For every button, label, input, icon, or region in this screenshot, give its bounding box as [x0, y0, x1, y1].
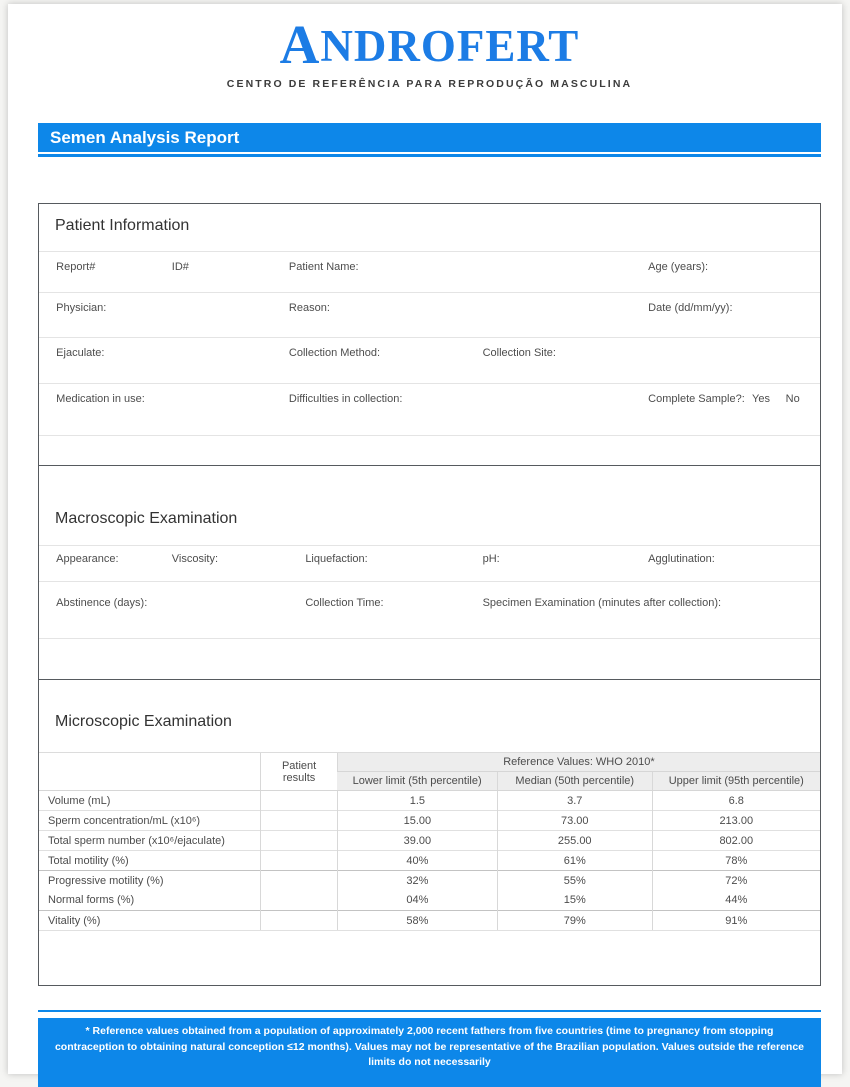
lower-limit-header: Lower limit (5th percentile)	[337, 772, 497, 791]
yes-option: Yes	[752, 393, 770, 405]
form-row	[39, 384, 820, 436]
parameter-label: Sperm concentration/mL (x10⁶)	[39, 811, 261, 831]
value-cell: 15.00	[337, 811, 497, 831]
parameter-label: Total motility (%)	[39, 851, 261, 871]
patient-info-heading: Patient Information	[39, 204, 820, 252]
value-cell: 802.00	[652, 831, 820, 851]
clinic-logo	[38, 4, 821, 90]
value-cell: 32%	[337, 871, 497, 891]
brand-rest: NDROFERT	[320, 21, 580, 71]
patient-result-cell	[261, 831, 338, 851]
age-label: Age (years):	[648, 261, 709, 273]
corner-header-cell	[39, 753, 261, 791]
table-row	[39, 911, 820, 931]
patient-result-cell	[261, 811, 338, 831]
patient-result-cell	[261, 891, 338, 911]
macroscopic-examination-section	[38, 465, 821, 680]
reference-values-header: Reference Values: WHO 2010*	[337, 753, 820, 772]
patient-result-cell	[261, 871, 338, 891]
form-row	[39, 252, 820, 293]
value-cell: 04%	[337, 891, 497, 911]
parameter-label: Vitality (%)	[39, 911, 261, 931]
ejaculate-label: Ejaculate:	[56, 347, 105, 359]
brand-tagline: CENTRO DE REFERÊNCIA PARA REPRODUÇÃO MASCULINA	[226, 78, 633, 90]
value-cell: 1.5	[337, 791, 497, 811]
value-cell: 3.7	[497, 791, 652, 811]
table-row	[39, 871, 820, 891]
no-option: No	[785, 393, 800, 405]
footnote-text: * Reference values obtained from a population of approximately 2,000 recent fathers from five countries (time to pregnancy from stopping contraception to obtaining natural conception ≤12 months). Values may not be representative of the Brazilian population. Values outside the reference limits do not necessarily	[54, 1025, 805, 1068]
value-cell: 72%	[652, 871, 820, 891]
value-cell: 44%	[652, 891, 820, 911]
patient-results-header: Patient results	[261, 753, 338, 791]
value-cell: 39.00	[337, 831, 497, 851]
value-cell: 61%	[497, 851, 652, 871]
agglutination-label: Agglutination:	[648, 553, 715, 565]
value-cell: 91%	[652, 911, 820, 931]
medication-label: Medication in use:	[56, 393, 145, 405]
table-row	[39, 891, 820, 911]
value-cell: 40%	[337, 851, 497, 871]
median-header: Median (50th percentile)	[497, 772, 652, 791]
value-cell: 6.8	[652, 791, 820, 811]
parameter-label: Volume (mL)	[39, 791, 261, 811]
footnote-divider	[38, 1010, 821, 1012]
value-cell: 79%	[497, 911, 652, 931]
value-cell: 55%	[497, 871, 652, 891]
patient-result-cell	[261, 911, 338, 931]
difficulties-label: Difficulties in collection:	[288, 393, 403, 405]
table-row	[39, 831, 820, 851]
value-cell: 255.00	[497, 831, 652, 851]
value-cell: 73.00	[497, 811, 652, 831]
report-title: Semen Analysis Report	[50, 128, 240, 147]
date-label: Date (dd/mm/yy):	[648, 302, 733, 314]
patient-information-section	[38, 203, 821, 466]
patient-result-cell	[261, 851, 338, 871]
collection-site-label: Collection Site:	[482, 347, 556, 359]
patient-result-cell	[261, 791, 338, 811]
table-row	[39, 851, 820, 871]
liquefaction-label: Liquefaction:	[305, 553, 368, 565]
title-bar-underline	[38, 154, 821, 157]
form-row	[39, 546, 820, 582]
patient-name-label: Patient Name:	[288, 261, 359, 273]
value-cell: 58%	[337, 911, 497, 931]
value-cell: 15%	[497, 891, 652, 911]
brand-wordmark	[38, 14, 821, 75]
table-row	[39, 811, 820, 831]
abstinence-label: Abstinence (days):	[56, 597, 148, 609]
parameter-label: Normal forms (%)	[48, 894, 135, 907]
appearance-label: Appearance:	[56, 553, 119, 565]
value-cell: 78%	[652, 851, 820, 871]
upper-limit-header: Upper limit (95th percentile)	[652, 772, 820, 791]
collection-time-label: Collection Time:	[305, 597, 384, 609]
report-number-label: Report#	[56, 261, 96, 273]
form-row	[39, 293, 820, 338]
id-label: ID#	[171, 261, 189, 273]
collection-method-label: Collection Method:	[288, 347, 381, 359]
report-page	[8, 4, 842, 1074]
ph-label: pH:	[482, 553, 500, 565]
macroscopic-heading: Macroscopic Examination	[39, 466, 820, 546]
report-title-bar	[38, 123, 821, 152]
footnote-bar	[38, 1018, 821, 1087]
specimen-examination-label: Specimen Examination (minutes after collection):	[482, 597, 722, 609]
brand-initial: A	[279, 14, 321, 75]
parameter-label: Progressive motility (%)	[39, 871, 261, 891]
reason-label: Reason:	[288, 302, 330, 314]
microscopic-examination-section	[38, 679, 821, 986]
complete-sample-label: Complete Sample?:	[648, 393, 745, 405]
microscopic-results-table	[39, 752, 820, 931]
parameter-label: Total sperm number (x10⁶/ejaculate)	[39, 831, 261, 851]
microscopic-heading: Microscopic Examination	[55, 713, 232, 730]
viscosity-label: Viscosity:	[171, 553, 219, 565]
form-row	[39, 338, 820, 384]
physician-label: Physician:	[56, 302, 107, 314]
table-row	[39, 791, 820, 811]
form-row	[39, 582, 820, 639]
value-cell: 213.00	[652, 811, 820, 831]
